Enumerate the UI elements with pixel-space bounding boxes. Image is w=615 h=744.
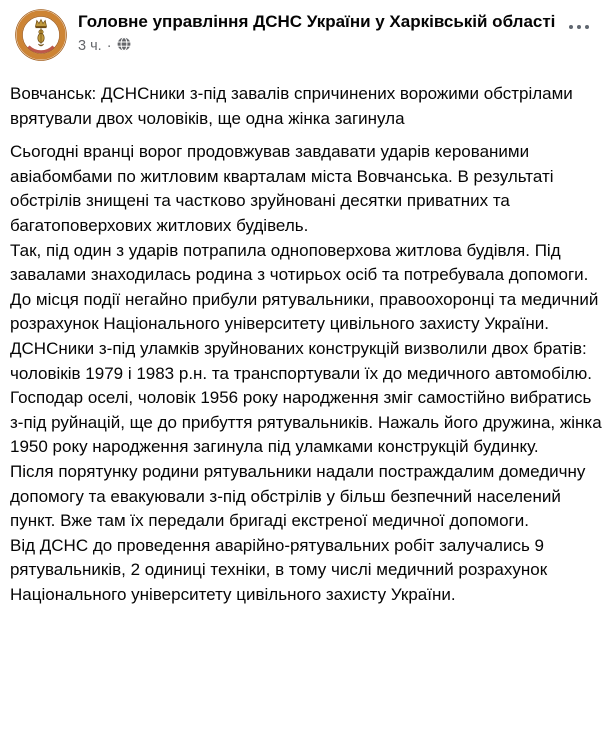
header-meta xyxy=(78,9,575,56)
post-meta-row xyxy=(78,37,575,56)
post-paragraph: Після порятунку родини рятувальники надали постраждалим домедичну допомогу та евакуювали з-під обстрілів у більш безпечний населений пункт. Вже там їх передали бригаді екстреної медичної допомоги. xyxy=(10,461,586,531)
post-paragraph: Сьогодні вранці ворог продовжував завдавати ударів керованими авіабомбами по житловим кварталам міста Вовчанська. В результаті обстрілів знищені та частково зруйновані десятки приватних та багатоповерхових житлових будівель. xyxy=(10,142,554,235)
post-options-button[interactable] xyxy=(561,15,597,39)
post-paragraph: Так, під один з ударів потрапила одноповерхова житлова будівля. Під завалами знаходилась родина з чотирьох осіб та потребувала допомоги. xyxy=(10,240,589,285)
post-header xyxy=(0,0,615,76)
post-text xyxy=(0,76,615,607)
post-headline: Вовчанськ: ДСНСники з-під завалів спричинених ворожими обстрілами врятували двох чоловіків, ще одна жінка загинула xyxy=(10,84,573,128)
post-paragraph: Від ДСНС до проведення аварійно-рятувальних робіт залучались 9 рятувальників, 2 одиниці техніки, в тому числі медичний розрахунок Національного університету цивільного захисту України. xyxy=(10,535,548,604)
dsns-emblem-icon xyxy=(15,9,67,61)
post-paragraph: До місця події негайно прибули рятувальники, правоохоронці та медичний розрахунок Національного університету цивільного захисту України. ДСНСники з-під уламків зруйнованих конструкцій визволили двох братів: чоловіків 1979 і 1983 р.н. та транспортували їх до медичного автомобілю. Господар оселі, чоловік 1956 року народження зміг самостійно вибратись з-під руйнацій, ще до прибуття рятувальників. Нажаль його дружина, жінка 1950 року народження загинула під уламками конструкцій будинку. xyxy=(10,289,602,457)
avatar[interactable] xyxy=(15,9,67,61)
ellipsis-icon xyxy=(569,25,590,30)
timestamp-link[interactable]: 3 ч. xyxy=(78,38,102,54)
globe-icon xyxy=(117,37,131,56)
meta-separator: · xyxy=(106,38,112,54)
page-name-link[interactable]: Головне управління ДСНС України у Харківській області xyxy=(78,12,556,31)
